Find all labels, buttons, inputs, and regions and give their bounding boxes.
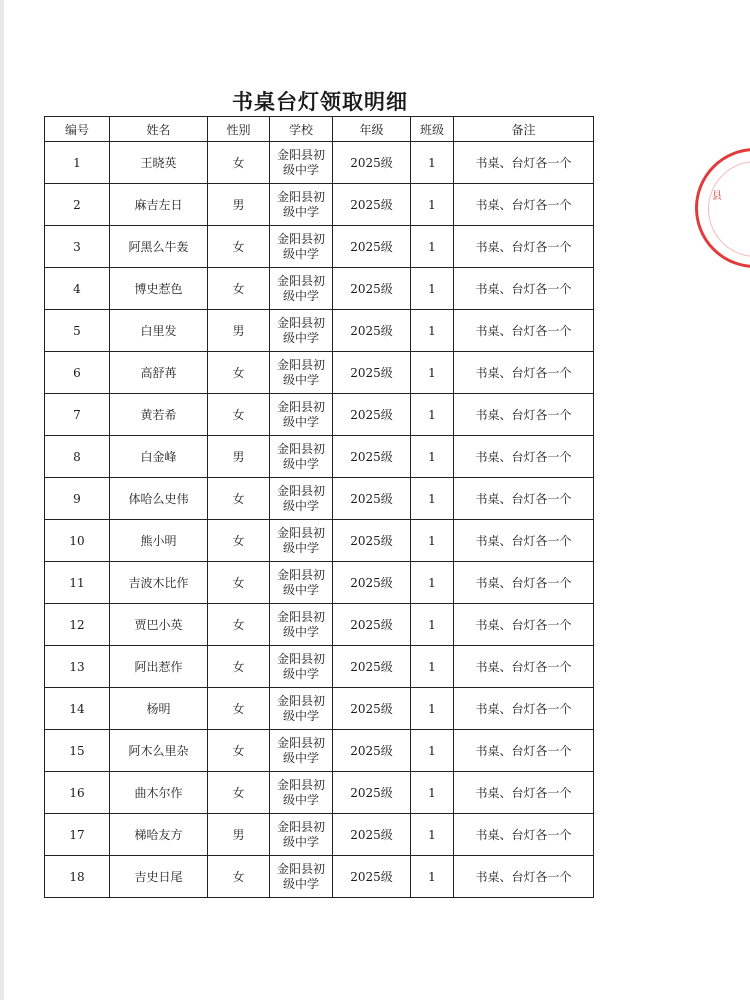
- cell-name: 黄若希: [110, 394, 208, 436]
- cell-remark: 书桌、台灯各一个: [454, 268, 594, 310]
- cell-gender: 女: [208, 226, 270, 268]
- cell-class: 1: [411, 310, 454, 352]
- cell-class: 1: [411, 562, 454, 604]
- cell-class: 1: [411, 226, 454, 268]
- cell-remark: 书桌、台灯各一个: [454, 142, 594, 184]
- cell-gender: 女: [208, 772, 270, 814]
- cell-class: 1: [411, 520, 454, 562]
- table-row: [45, 184, 594, 226]
- cell-school: 金阳县初级中学: [270, 478, 333, 520]
- cell-school: 金阳县初级中学: [270, 814, 333, 856]
- cell-school: 金阳县初级中学: [270, 604, 333, 646]
- header-gender: 性别: [208, 117, 270, 142]
- cell-name: 白里发: [110, 310, 208, 352]
- table-row: [45, 436, 594, 478]
- cell-name: 体哈么史伟: [110, 478, 208, 520]
- cell-gender: 男: [208, 814, 270, 856]
- cell-grade: 2025级: [333, 436, 411, 478]
- cell-gender: 女: [208, 478, 270, 520]
- cell-number: 6: [45, 352, 110, 394]
- header-remark: 备注: [454, 117, 594, 142]
- cell-gender: 男: [208, 436, 270, 478]
- cell-school: 金阳县初级中学: [270, 856, 333, 898]
- cell-grade: 2025级: [333, 352, 411, 394]
- cell-grade: 2025级: [333, 184, 411, 226]
- cell-number: 3: [45, 226, 110, 268]
- cell-school: 金阳县初级中学: [270, 184, 333, 226]
- cell-gender: 男: [208, 310, 270, 352]
- cell-name: 吉波木比作: [110, 562, 208, 604]
- cell-school: 金阳县初级中学: [270, 646, 333, 688]
- cell-remark: 书桌、台灯各一个: [454, 688, 594, 730]
- distribution-table: [44, 116, 594, 898]
- table-row: [45, 268, 594, 310]
- cell-class: 1: [411, 730, 454, 772]
- header-school: 学校: [270, 117, 333, 142]
- header-class: 班级: [411, 117, 454, 142]
- cell-class: 1: [411, 478, 454, 520]
- cell-grade: 2025级: [333, 268, 411, 310]
- cell-remark: 书桌、台灯各一个: [454, 604, 594, 646]
- cell-number: 2: [45, 184, 110, 226]
- table-row: [45, 730, 594, 772]
- cell-school: 金阳县初级中学: [270, 520, 333, 562]
- cell-name: 梯哈友方: [110, 814, 208, 856]
- seal-inner-ring: [708, 161, 750, 257]
- cell-grade: 2025级: [333, 772, 411, 814]
- table-row: [45, 604, 594, 646]
- cell-name: 熊小明: [110, 520, 208, 562]
- table-row: [45, 394, 594, 436]
- scan-edge: [0, 0, 4, 1000]
- cell-number: 14: [45, 688, 110, 730]
- cell-remark: 书桌、台灯各一个: [454, 772, 594, 814]
- cell-class: 1: [411, 268, 454, 310]
- cell-grade: 2025级: [333, 562, 411, 604]
- cell-remark: 书桌、台灯各一个: [454, 310, 594, 352]
- table-body: [45, 142, 594, 898]
- cell-name: 曲木尔作: [110, 772, 208, 814]
- cell-school: 金阳县初级中学: [270, 394, 333, 436]
- cell-remark: 书桌、台灯各一个: [454, 394, 594, 436]
- table-row: [45, 646, 594, 688]
- cell-remark: 书桌、台灯各一个: [454, 814, 594, 856]
- cell-class: 1: [411, 184, 454, 226]
- cell-school: 金阳县初级中学: [270, 688, 333, 730]
- cell-class: 1: [411, 142, 454, 184]
- cell-grade: 2025级: [333, 856, 411, 898]
- cell-class: 1: [411, 688, 454, 730]
- cell-grade: 2025级: [333, 520, 411, 562]
- cell-number: 4: [45, 268, 110, 310]
- cell-number: 7: [45, 394, 110, 436]
- cell-school: 金阳县初级中学: [270, 436, 333, 478]
- cell-grade: 2025级: [333, 142, 411, 184]
- cell-grade: 2025级: [333, 646, 411, 688]
- table-row: [45, 226, 594, 268]
- cell-class: 1: [411, 856, 454, 898]
- cell-class: 1: [411, 352, 454, 394]
- cell-number: 18: [45, 856, 110, 898]
- cell-school: 金阳县初级中学: [270, 142, 333, 184]
- cell-remark: 书桌、台灯各一个: [454, 856, 594, 898]
- cell-grade: 2025级: [333, 394, 411, 436]
- cell-class: 1: [411, 394, 454, 436]
- cell-number: 10: [45, 520, 110, 562]
- cell-number: 16: [45, 772, 110, 814]
- cell-gender: 女: [208, 268, 270, 310]
- cell-school: 金阳县初级中学: [270, 772, 333, 814]
- table-row: [45, 562, 594, 604]
- cell-name: 阿木么里杂: [110, 730, 208, 772]
- cell-grade: 2025级: [333, 226, 411, 268]
- cell-remark: 书桌、台灯各一个: [454, 226, 594, 268]
- cell-remark: 书桌、台灯各一个: [454, 436, 594, 478]
- cell-name: 杨明: [110, 688, 208, 730]
- cell-school: 金阳县初级中学: [270, 730, 333, 772]
- cell-gender: 女: [208, 520, 270, 562]
- cell-remark: 书桌、台灯各一个: [454, 184, 594, 226]
- cell-grade: 2025级: [333, 730, 411, 772]
- cell-gender: 女: [208, 142, 270, 184]
- table-row: [45, 310, 594, 352]
- seal-text: 县: [712, 191, 722, 202]
- cell-school: 金阳县初级中学: [270, 562, 333, 604]
- page-title: 书桌台灯领取明细: [232, 90, 408, 114]
- cell-number: 17: [45, 814, 110, 856]
- cell-remark: 书桌、台灯各一个: [454, 562, 594, 604]
- cell-gender: 女: [208, 562, 270, 604]
- table-row: [45, 520, 594, 562]
- cell-class: 1: [411, 646, 454, 688]
- table-row: [45, 688, 594, 730]
- cell-remark: 书桌、台灯各一个: [454, 730, 594, 772]
- cell-number: 5: [45, 310, 110, 352]
- cell-name: 吉史日尾: [110, 856, 208, 898]
- cell-name: 博史惹色: [110, 268, 208, 310]
- cell-gender: 男: [208, 184, 270, 226]
- header-grade: 年级: [333, 117, 411, 142]
- cell-school: 金阳县初级中学: [270, 352, 333, 394]
- cell-gender: 女: [208, 730, 270, 772]
- cell-grade: 2025级: [333, 310, 411, 352]
- cell-grade: 2025级: [333, 814, 411, 856]
- cell-gender: 女: [208, 604, 270, 646]
- cell-school: 金阳县初级中学: [270, 310, 333, 352]
- cell-school: 金阳县初级中学: [270, 226, 333, 268]
- official-seal-stamp: [695, 148, 750, 268]
- cell-remark: 书桌、台灯各一个: [454, 478, 594, 520]
- cell-name: 阿黑么牛轰: [110, 226, 208, 268]
- cell-name: 高舒苒: [110, 352, 208, 394]
- table-row: [45, 856, 594, 898]
- cell-number: 13: [45, 646, 110, 688]
- cell-grade: 2025级: [333, 688, 411, 730]
- cell-number: 9: [45, 478, 110, 520]
- cell-number: 8: [45, 436, 110, 478]
- cell-number: 12: [45, 604, 110, 646]
- table-header-row: [45, 117, 594, 142]
- cell-number: 15: [45, 730, 110, 772]
- cell-name: 白金峰: [110, 436, 208, 478]
- cell-remark: 书桌、台灯各一个: [454, 352, 594, 394]
- cell-name: 阿出惹作: [110, 646, 208, 688]
- cell-gender: 女: [208, 688, 270, 730]
- cell-number: 1: [45, 142, 110, 184]
- cell-gender: 女: [208, 394, 270, 436]
- cell-name: 贾巴小英: [110, 604, 208, 646]
- cell-gender: 女: [208, 856, 270, 898]
- cell-class: 1: [411, 604, 454, 646]
- cell-grade: 2025级: [333, 604, 411, 646]
- cell-gender: 女: [208, 352, 270, 394]
- header-name: 姓名: [110, 117, 208, 142]
- cell-class: 1: [411, 814, 454, 856]
- cell-remark: 书桌、台灯各一个: [454, 646, 594, 688]
- table-row: [45, 142, 594, 184]
- cell-remark: 书桌、台灯各一个: [454, 520, 594, 562]
- cell-class: 1: [411, 436, 454, 478]
- cell-gender: 女: [208, 646, 270, 688]
- header-number: 编号: [45, 117, 110, 142]
- cell-class: 1: [411, 772, 454, 814]
- table-row: [45, 352, 594, 394]
- cell-school: 金阳县初级中学: [270, 268, 333, 310]
- table-row: [45, 772, 594, 814]
- table-row: [45, 814, 594, 856]
- cell-number: 11: [45, 562, 110, 604]
- table-row: [45, 478, 594, 520]
- cell-grade: 2025级: [333, 478, 411, 520]
- cell-name: 麻吉左日: [110, 184, 208, 226]
- cell-name: 王晓英: [110, 142, 208, 184]
